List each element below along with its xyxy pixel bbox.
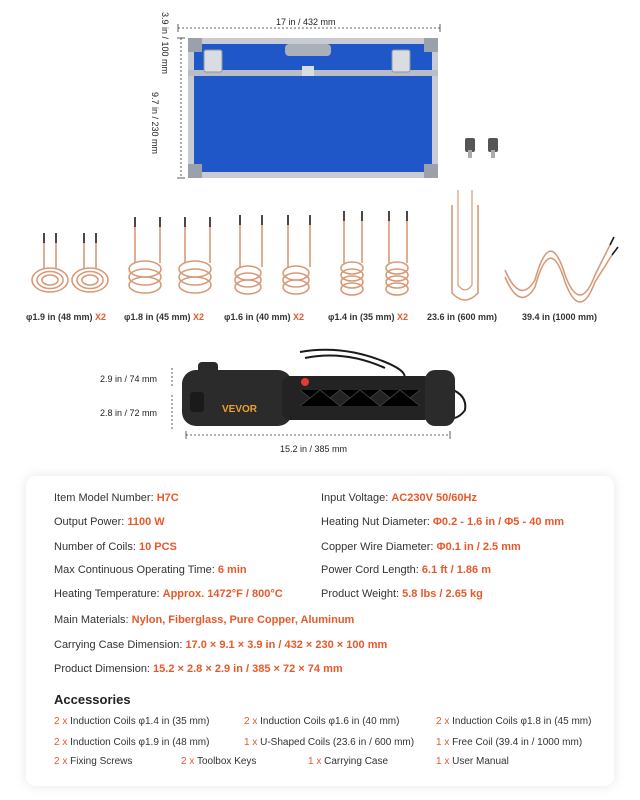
accessory-item: 2 x Induction Coils φ1.9 in (48 mm)	[54, 737, 210, 748]
spec-output-power: Output Power: 1100 W	[54, 516, 165, 528]
accessory-item: 2 x Induction Coils φ1.6 in (40 mm)	[244, 716, 400, 727]
coil-label-48mm: φ1.9 in (48 mm) X2	[26, 312, 106, 322]
spec-input-voltage: Input Voltage: AC230V 50/60Hz	[321, 492, 477, 504]
coil-label-free-coil: 39.4 in (1000 mm)	[522, 312, 598, 322]
toolbox-keys-icon	[465, 138, 498, 158]
accessory-item: 2 x Induction Coils φ1.4 in (35 mm)	[54, 716, 210, 727]
carrying-case-image	[0, 0, 640, 200]
spec-case-dimension: Carrying Case Dimension: 17.0 × 9.1 × 3.9 in / 432 × 230 × 100 mm	[54, 639, 388, 651]
spec-model: Item Model Number: H7C	[54, 492, 179, 504]
spec-nut-diameter: Heating Nut Diameter: Φ0.2 - 1.6 in / Φ5 - 40 mm	[321, 516, 565, 528]
spec-product-weight: Product Weight: 5.8 lbs / 2.65 kg	[321, 588, 483, 600]
accessory-item: 2 x Fixing Screws	[54, 756, 133, 767]
tool-height-dimension: 2.9 in / 74 mm	[100, 374, 158, 384]
accessory-item: 1 x User Manual	[436, 756, 509, 767]
accessory-item: 1 x Carrying Case	[308, 756, 389, 767]
accessories-title: Accessories	[54, 692, 131, 707]
coil-label-35mm: φ1.4 in (35 mm) X2	[328, 312, 408, 322]
vevor-logo	[222, 404, 258, 415]
spec-cord-length: Power Cord Length: 6.1 ft / 1.86 m	[321, 564, 491, 576]
case-depth-dimension: 3.9 in / 100 mm	[160, 12, 170, 75]
induction-coils-image	[0, 185, 640, 310]
spec-operating-time: Max Continuous Operating Time: 6 min	[54, 564, 247, 576]
case-width-dimension: 17 in / 432 mm	[276, 17, 336, 27]
tool-length-dimension: 15.2 in / 385 mm	[280, 444, 348, 454]
spec-product-dimension: Product Dimension: 15.2 × 2.8 × 2.9 in / 385 × 72 × 74 mm	[54, 663, 343, 675]
induction-heater-image	[0, 340, 640, 460]
coil-label-45mm: φ1.8 in (45 mm) X2	[124, 312, 204, 322]
case-height-dimension: 9.7 in / 230 mm	[150, 92, 160, 155]
spec-heating-temperature: Heating Temperature: Approx. 1472°F / 800°C	[54, 588, 283, 600]
accessory-item: 2 x Induction Coils φ1.8 in (45 mm)	[436, 716, 592, 727]
specifications-card	[26, 476, 614, 786]
svg-text:VEVOR: VEVOR	[222, 404, 258, 415]
accessory-item: 2 x Toolbox Keys	[181, 756, 257, 767]
coil-label-40mm: φ1.6 in (40 mm) X2	[224, 312, 304, 322]
tool-width-dimension: 2.8 in / 72 mm	[100, 408, 158, 418]
spec-main-materials: Main Materials: Nylon, Fiberglass, Pure Copper, Aluminum	[54, 614, 355, 626]
accessory-item: 1 x U-Shaped Coils (23.6 in / 600 mm)	[244, 737, 415, 748]
coil-label-u-shaped: 23.6 in (600 mm)	[427, 312, 498, 322]
spec-number-of-coils: Number of Coils: 10 PCS	[54, 541, 177, 553]
accessory-item: 1 x Free Coil (39.4 in / 1000 mm)	[436, 737, 583, 748]
spec-wire-diameter: Copper Wire Diameter: Φ0.1 in / 2.5 mm	[321, 541, 521, 553]
